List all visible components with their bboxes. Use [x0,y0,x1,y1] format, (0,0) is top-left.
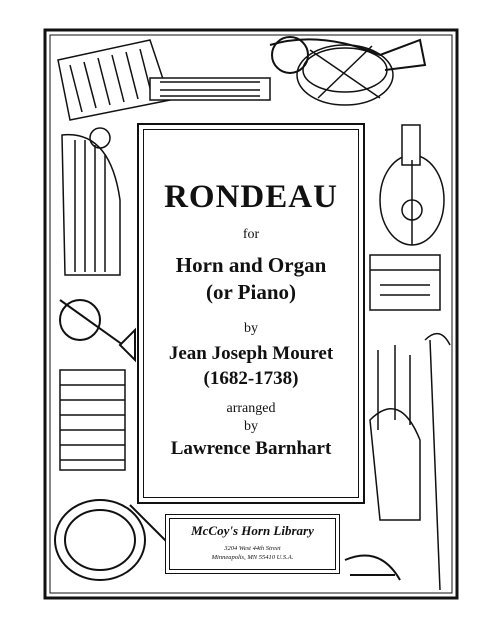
title-panel [137,123,365,504]
instrumentation-line-2: (or Piano) [205,280,297,304]
publisher-address-line-1: 3204 West 44th Street [224,545,281,552]
for-label: for [242,227,260,242]
arranger-name: Lawrence Barnhart [170,438,332,459]
publisher-address-line-2: Minneapolis, MN 55410 U.S.A. [211,554,294,561]
publisher-name: McCoy's Horn Library [191,523,314,538]
lute-icon [380,125,444,245]
composer-name: Jean Joseph Mouret [168,343,334,364]
publisher-label [165,514,340,574]
arranged-by-label: by [244,419,258,434]
trumpet-icon [60,300,135,360]
piece-title: RONDEAU [164,179,338,215]
harp-icon [62,128,120,275]
by-label: by [244,321,258,336]
instrumentation-line-1: Horn and Organ [175,253,327,277]
xylophone-lower-icon [60,370,125,470]
xylophone-icon [58,40,270,120]
bagpipe-icon [370,334,450,590]
arranged-label: arranged [226,401,276,416]
box-instrument-icon [370,255,440,310]
composer-dates: (1682-1738) [203,368,299,389]
bottom-right-horn-icon [345,556,400,581]
